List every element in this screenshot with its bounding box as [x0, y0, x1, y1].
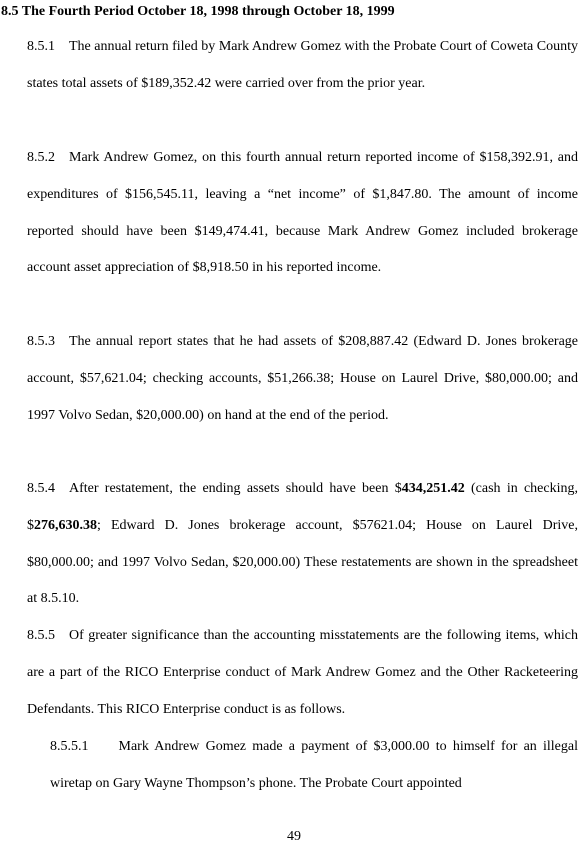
- paragraph-number: 8.5.5: [27, 628, 55, 643]
- paragraph-text: Mark Andrew Gomez, on this fourth annual return reported income of $158,392.91, and expenditures of $156,545.11, leaving a “net income” of $1,847.80. The amount of income reported should have been $149,474.41, because Mark Andrew Gomez included brokerage account asset appreciation of $8,918.50 in his reported income.: [27, 150, 578, 276]
- ending-assets-amount: 434,251.42: [401, 481, 465, 496]
- section-heading: 8.5 The Fourth Period October 18, 1998 through October 18, 1999: [1, 4, 395, 19]
- paragraph-8-5-5: [27, 618, 578, 728]
- paragraph-number: 8.5.4: [27, 481, 55, 496]
- paragraph-8-5-5-1: [50, 729, 578, 803]
- paragraph-number: 8.5.5.1: [50, 739, 89, 754]
- paragraph-text: The annual report states that he had assets of $208,887.42 (Edward D. Jones brokerage account, $57,621.04; checking accounts, $51,266.38; House on Laurel Drive, $80,000.00; and 1997 Volvo Sedan, $20,000.00) on hand at the end of the period.: [27, 334, 578, 423]
- paragraph-8-5-1: [27, 29, 578, 103]
- paragraph-text-part: After restatement, the ending assets should have been $: [69, 481, 402, 496]
- paragraph-number: 8.5.2: [27, 150, 55, 165]
- paragraph-text: Mark Andrew Gomez made a payment of $3,000.00 to himself for an illegal wiretap on Gary Wayne Thompson’s phone. The Probate Court appointed: [50, 739, 578, 791]
- paragraph-8-5-4: [27, 471, 578, 618]
- paragraph-text-part: ; Edward D. Jones brokerage account, $57621.04; House on Laurel Drive, $80,000.00; and 1997 Volvo Sedan, $20,000.00) These restatements are shown in the spreadsheet at 8.5.10.: [27, 517, 578, 607]
- paragraph-text: The annual return filed by Mark Andrew Gomez with the Probate Court of Coweta County states total assets of $189,352.42 were carried over from the prior year.: [27, 39, 578, 91]
- paragraph-number: 8.5.3: [27, 334, 55, 349]
- paragraph-8-5-2: [27, 140, 578, 287]
- paragraph-text-part: (cash in checking, $: [27, 481, 579, 533]
- page-number: 49: [287, 829, 301, 844]
- cash-checking-amount: 276,630.38: [34, 517, 97, 533]
- paragraph-text: Of greater significance than the accounting misstatements are the following items, which are a part of the RICO Enterprise conduct of Mark Andrew Gomez and the Other Racketeering Defendants. This RICO Enterprise conduct is as follows.: [27, 628, 578, 717]
- paragraph-8-5-3: [27, 324, 578, 434]
- paragraph-number: 8.5.1: [27, 39, 55, 54]
